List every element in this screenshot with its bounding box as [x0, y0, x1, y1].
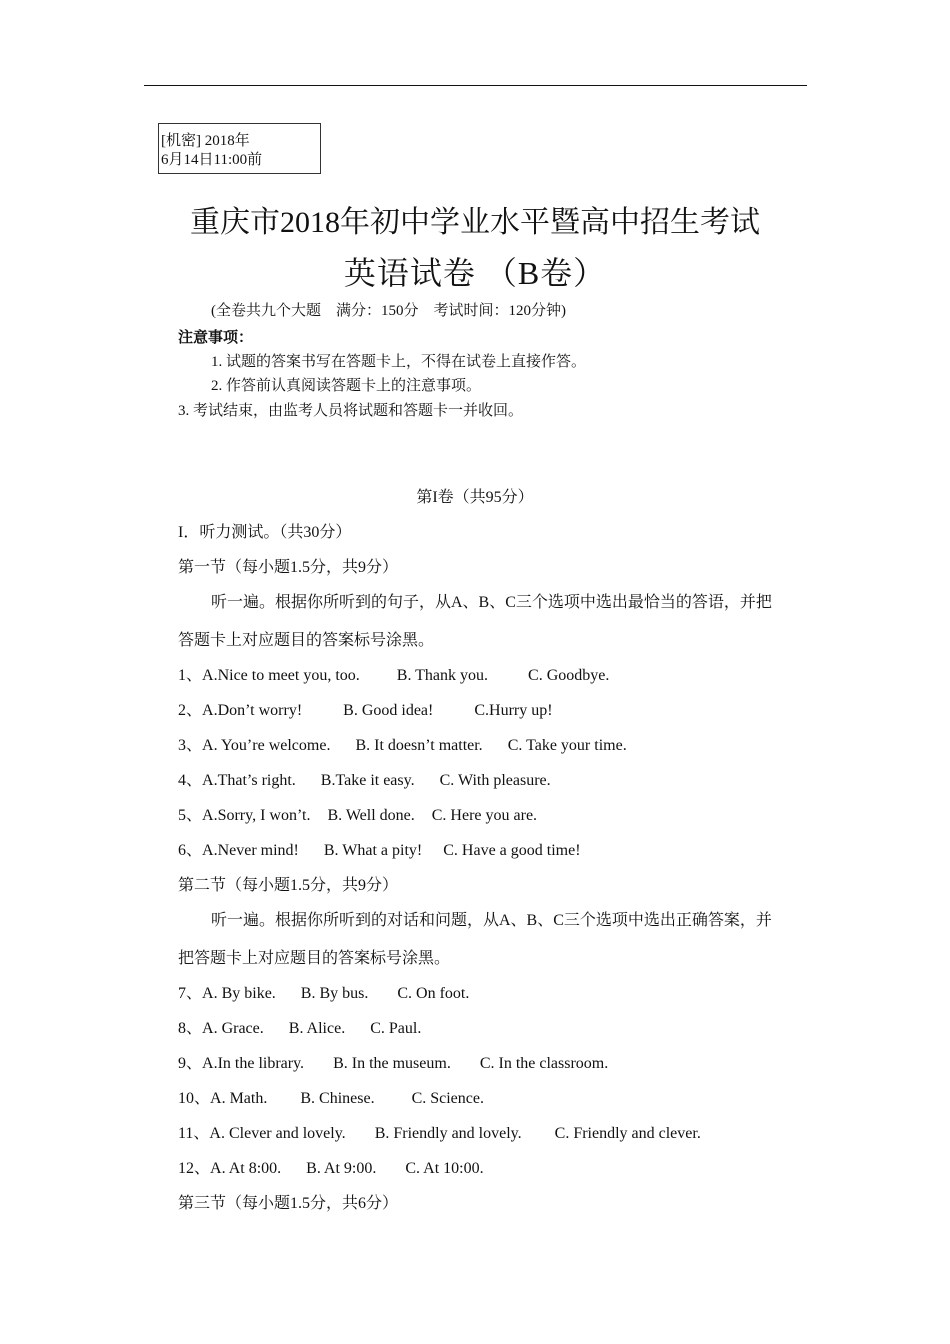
note-item: 2. 作答前认真阅读答题卡上的注意事项。: [211, 378, 482, 394]
question-row: [178, 1053, 608, 1075]
question-number: 9、: [178, 1055, 203, 1072]
sub1-instruction: 听一遍。根据你所听到的句子，从A、B、C三个选项中选出最恰当的答语，并把: [211, 594, 772, 611]
question-number: 2、: [178, 702, 203, 719]
question-row: [178, 805, 537, 827]
top-rule: [144, 85, 807, 86]
option-c: C. Science.: [411, 1090, 484, 1107]
question-row: [178, 700, 553, 722]
option-b: B. Chinese.: [300, 1090, 375, 1107]
confidential-box: [158, 123, 321, 174]
option-a: A. Clever and lovely.: [209, 1125, 346, 1142]
option-b: B. Thank you.: [396, 667, 489, 684]
option-c: C. With pleasure.: [439, 772, 551, 789]
option-c: C.Hurry up!: [474, 702, 553, 719]
question-row: [178, 1088, 484, 1110]
part1-heading: 第I卷（共95分）: [416, 489, 534, 506]
option-a: A. At 8:00.: [210, 1160, 282, 1177]
sub2-instruction: 听一遍。根据你所听到的对话和问题，从A、B、C三个选项中选出正确答案，并: [211, 912, 772, 929]
notes-heading: 注意事项：: [178, 330, 254, 346]
option-a: A.Don’t worry!: [202, 702, 303, 719]
option-b: B. Well done.: [327, 807, 415, 824]
option-c: C. Friendly and clever.: [554, 1125, 701, 1142]
confidential-line-1: [机密] 2018年: [161, 133, 250, 149]
option-c: C. Here you are.: [431, 807, 538, 824]
question-number: 3、: [178, 737, 203, 754]
confidential-line-2: 6月14日11:00前: [161, 152, 263, 168]
question-number: 8、: [178, 1020, 203, 1037]
sub3-title: 第三节（每小题1.5分，共6分）: [178, 1195, 399, 1212]
option-b: B. It doesn’t matter.: [355, 737, 483, 754]
question-number: 6、: [178, 842, 203, 859]
exam-title: 重庆市2018年初中学业水平暨高中招生考试: [190, 206, 760, 239]
question-number: 11、: [178, 1125, 210, 1142]
option-b: B.Take it easy.: [320, 772, 415, 789]
question-number: 7、: [178, 985, 203, 1002]
question-row: [178, 665, 609, 687]
option-a: A.That’s right.: [202, 772, 296, 789]
question-number: 4、: [178, 772, 203, 789]
listening-section-title: I．听力测试。（共30分）: [178, 524, 352, 541]
note-item: 3. 考试结束，由监考人员将试题和答题卡一并收回。: [178, 403, 524, 419]
exam-subtitle: 英语试卷 （B卷）: [343, 255, 607, 291]
option-a: A. By bike.: [202, 985, 276, 1002]
option-b: B. Friendly and lovely.: [374, 1125, 522, 1142]
option-b: B. Good idea!: [343, 702, 434, 719]
option-b: B. Alice.: [288, 1020, 346, 1037]
option-a: A.Sorry, I won’t.: [202, 807, 311, 824]
question-number: 10、: [178, 1090, 211, 1107]
option-c: C. In the classroom.: [479, 1055, 609, 1072]
sub1-title: 第一节（每小题1.5分，共9分）: [178, 559, 399, 576]
question-row: [178, 840, 581, 862]
option-c: C. At 10:00.: [405, 1160, 484, 1177]
option-c: C. Have a good time!: [443, 842, 581, 859]
note-item: 1. 试题的答案书写在答题卡上，不得在试卷上直接作答。: [211, 354, 587, 370]
question-number: 5、: [178, 807, 203, 824]
option-a: A.Nice to meet you, too.: [202, 667, 360, 684]
option-c: C. Take your time.: [507, 737, 627, 754]
question-row: [178, 1018, 421, 1040]
sub2-instruction: 把答题卡上对应题目的答案标号涂黑。: [178, 950, 451, 967]
question-row: [178, 1123, 701, 1145]
option-a: A. Grace.: [202, 1020, 264, 1037]
exam-info: (全卷共九个大题 满分：150分 考试时间：120分钟): [211, 303, 566, 319]
question-row: [178, 983, 469, 1005]
option-a: A. Math.: [210, 1090, 268, 1107]
question-row: [178, 770, 551, 792]
question-row: [178, 735, 627, 757]
option-b: B. In the museum.: [333, 1055, 451, 1072]
sub1-instruction: 答题卡上对应题目的答案标号涂黑。: [178, 632, 435, 649]
option-a: A.Never mind!: [202, 842, 299, 859]
option-b: B. At 9:00.: [306, 1160, 377, 1177]
sub2-title: 第二节（每小题1.5分，共9分）: [178, 877, 399, 894]
option-b: B. By bus.: [300, 985, 369, 1002]
option-a: A.In the library.: [202, 1055, 305, 1072]
question-number: 12、: [178, 1160, 211, 1177]
option-b: B. What a pity!: [323, 842, 423, 859]
question-number: 1、: [178, 667, 203, 684]
option-c: C. On foot.: [397, 985, 470, 1002]
question-row: [178, 1158, 484, 1180]
option-a: A. You’re welcome.: [202, 737, 331, 754]
option-c: C. Paul.: [370, 1020, 422, 1037]
option-c: C. Goodbye.: [528, 667, 610, 684]
